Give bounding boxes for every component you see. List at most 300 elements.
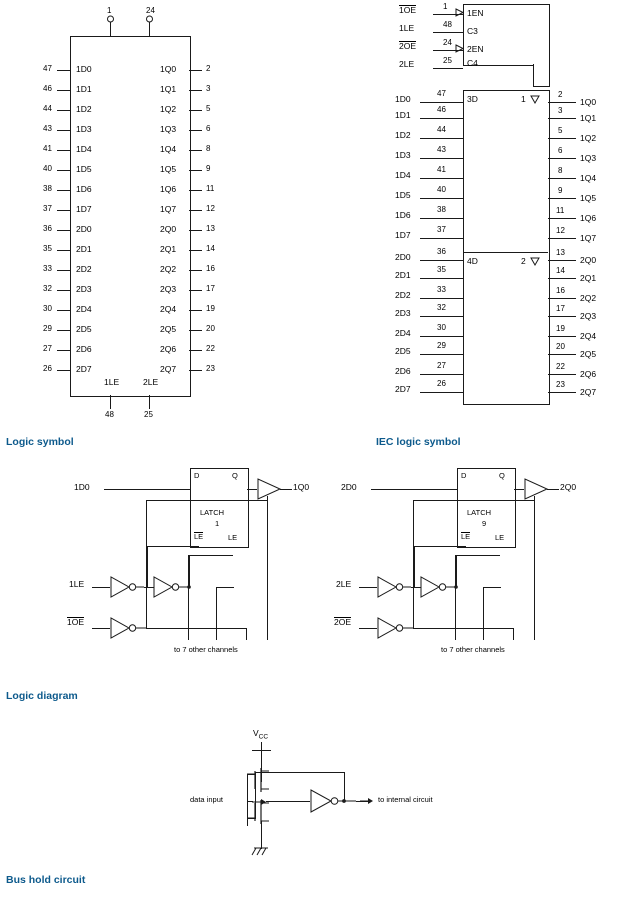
logic-symbol-left-pin: 46 (43, 84, 52, 93)
logic-diagram-left-out-wire (280, 489, 292, 490)
iec-left-name: 1D2 (395, 130, 411, 140)
latch-right-pin-d: D (461, 471, 467, 480)
iec-right-pin: 22 (556, 362, 565, 371)
logic-symbol-right-name: 1Q4 (160, 144, 177, 154)
iec-right-lead (548, 336, 576, 337)
iec-left-name: 2D2 (395, 290, 411, 300)
latch-left-pin-d: D (194, 471, 200, 480)
caption-iec-logic-symbol: IEC logic symbol (376, 436, 461, 448)
logic-symbol-right-pin: 13 (206, 224, 215, 233)
oe-inverter-right-icon (377, 617, 417, 641)
logic-diagram-left-bus-4 (267, 500, 268, 640)
iec-left-pin: 36 (437, 247, 446, 256)
logic-diagram-left-note: to 7 other channels (174, 645, 238, 654)
logic-symbol-right-lead (189, 290, 202, 291)
logic-symbol-left-pin: 29 (43, 324, 52, 333)
logic-diagram-left-le-wire (92, 587, 110, 588)
logic-symbol-left-lead (57, 90, 70, 91)
logic-symbol-top-pin-number-2: 24 (146, 6, 155, 15)
output-buffer-right-icon (523, 478, 553, 502)
iec-left-lead (420, 138, 463, 139)
logic-symbol-right-name: 1Q5 (160, 164, 177, 174)
iec-right-pin: 17 (556, 304, 565, 313)
iec-right-name: 1Q1 (580, 113, 597, 123)
logic-diagram-left-le-label: 1LE (69, 579, 85, 589)
logic-diagram-right-le-label: 2LE (336, 579, 352, 589)
iec-right-name: 2Q0 (580, 255, 597, 265)
logic-symbol-right-name: 2Q3 (160, 284, 177, 294)
iec-left-name: 1D5 (395, 190, 411, 200)
logic-symbol-left-pin: 33 (43, 264, 52, 273)
logic-symbol-left-pin: 27 (43, 344, 52, 353)
iec-left-name: 2D1 (395, 270, 411, 280)
logic-symbol-left-name: 2D4 (76, 304, 92, 314)
logic-diagram-right-output-label: 2Q0 (560, 482, 577, 492)
logic-symbol-left-lead (57, 350, 70, 351)
iec-control-signal: 1LE (399, 23, 415, 33)
iec-control-signal: 2LE (399, 59, 415, 69)
logic-symbol-right-pin: 12 (206, 204, 215, 213)
logic-symbol-left-name: 2D2 (76, 264, 92, 274)
iec-right-name: 1Q0 (580, 97, 597, 107)
logic-symbol-right-lead (189, 350, 202, 351)
logic-diagram-left-lebar-top (147, 546, 199, 547)
iec-right-pin: 3 (558, 106, 563, 115)
logic-diagram-right-le-riser (456, 555, 457, 587)
iec-left-name: 2D6 (395, 366, 411, 376)
logic-diagram-left-le-riser (189, 555, 190, 587)
logic-symbol-right-lead (189, 90, 202, 91)
iec-control-qualifier: 2EN (467, 44, 484, 54)
logic-symbol-left-lead (57, 290, 70, 291)
logic-symbol-bottom-label-1le: 1LE (104, 377, 120, 387)
logic-symbol-left-name: 1D2 (76, 104, 92, 114)
logic-symbol-right-lead (189, 130, 202, 131)
logic-symbol-left-lead (57, 310, 70, 311)
logic-diagram-right-bus-bottom (413, 628, 513, 629)
bus-hold-nmos-gate-wire (247, 818, 256, 819)
logic-diagram-left-bus-bottom (146, 628, 246, 629)
iec-left-pin: 44 (437, 125, 446, 134)
logic-symbol-right-lead (189, 150, 202, 151)
logic-symbol-left-pin: 43 (43, 124, 52, 133)
latch-right-pin-le: LE (495, 533, 505, 542)
output-buffer-left-icon (256, 478, 286, 502)
logic-symbol-left-pin: 38 (43, 184, 52, 193)
logic-symbol-left-name: 1D0 (76, 64, 92, 74)
logic-symbol-left-lead (57, 250, 70, 251)
logic-symbol-right-pin: 19 (206, 304, 215, 313)
latch-right-title: LATCH (467, 508, 492, 517)
logic-symbol-left-name: 1D6 (76, 184, 92, 194)
iec-left-pin: 30 (437, 323, 446, 332)
logic-symbol-right-pin: 9 (206, 164, 211, 173)
iec-left-name: 2D5 (395, 346, 411, 356)
logic-diagram-left-oe-wire (92, 628, 110, 629)
iec-block2-out-tag: 2 (521, 256, 526, 266)
logic-symbol-right-name: 2Q6 (160, 344, 177, 354)
logic-symbol-left-lead (57, 70, 70, 71)
iec-right-pin: 11 (556, 206, 565, 215)
logic-symbol-right-name: 2Q2 (160, 264, 177, 274)
caption-logic-diagram: Logic diagram (6, 690, 78, 702)
logic-symbol-top-pin-number-1: 1 (107, 6, 112, 15)
iec-left-lead (420, 374, 463, 375)
logic-diagram-left-data-input-label: 1D0 (74, 482, 90, 492)
iec-right-name: 1Q4 (580, 173, 597, 183)
le-inverter-left-icon-1 (110, 576, 144, 600)
logic-symbol-right-lead (189, 110, 202, 111)
logic-diagram-left-bus-3 (246, 628, 247, 640)
bus-hold-vcc-stub (261, 742, 262, 750)
iec-right-lead (548, 316, 576, 317)
bus-hold-inverter-icon (310, 789, 356, 815)
iec-right-name: 1Q6 (580, 213, 597, 223)
latch-right-pin-le-bar: LE (461, 532, 471, 541)
logic-symbol-left-pin: 30 (43, 304, 52, 313)
iec-right-lead (548, 158, 576, 159)
logic-symbol-right-lead (189, 250, 202, 251)
latch-left-pin-q: Q (232, 471, 238, 480)
iec-control-qualifier: C3 (467, 26, 478, 36)
logic-diagram-left-bus-link (216, 587, 234, 588)
iec-right-lead (548, 260, 576, 261)
logic-diagram-right-le-wire (359, 587, 377, 588)
logic-symbol-left-name: 2D1 (76, 244, 92, 254)
iec-left-name: 1D1 (395, 110, 411, 120)
logic-symbol-bottom-pin-number-2: 25 (144, 410, 153, 419)
iec-left-lead (420, 392, 463, 393)
iec-right-lead (548, 374, 576, 375)
iec-right-pin: 12 (556, 226, 565, 235)
logic-diagram-right-oe-wire (359, 628, 377, 629)
iec-right-name: 2Q1 (580, 273, 597, 283)
iec-left-name: 2D4 (395, 328, 411, 338)
iec-left-pin: 46 (437, 105, 446, 114)
logic-symbol-right-lead (189, 210, 202, 211)
logic-diagram-right-bus-2 (483, 587, 484, 640)
iec-left-lead (420, 298, 463, 299)
iec-data-block (463, 90, 550, 405)
logic-symbol-bottom-stub-2 (149, 395, 150, 409)
bus-hold-feedback-riser (344, 772, 345, 801)
iec-right-name: 2Q3 (580, 311, 597, 321)
iec-right-lead (548, 102, 576, 103)
logic-symbol-left-name: 1D7 (76, 204, 92, 214)
iec-left-name: 2D0 (395, 252, 411, 262)
iec-control-signal: 2OE (399, 41, 417, 51)
logic-symbol-right-lead (189, 230, 202, 231)
iec-right-lead (548, 218, 576, 219)
bus-hold-output-label: to internal circuit (378, 795, 433, 804)
logic-diagram-right-data-input-label: 2D0 (341, 482, 357, 492)
latch-left-number: 1 (215, 519, 220, 528)
logic-symbol-left-lead (57, 230, 70, 231)
iec-right-lead (548, 138, 576, 139)
iec-control-pin: 24 (443, 38, 452, 47)
iec-right-pin: 23 (556, 380, 565, 389)
logic-symbol-right-lead (189, 330, 202, 331)
logic-symbol-left-pin: 35 (43, 244, 52, 253)
iec-right-lead (548, 278, 576, 279)
logic-symbol-right-pin: 6 (206, 124, 211, 133)
iec-right-lead (548, 298, 576, 299)
logic-diagram-left-q-wire (247, 489, 257, 490)
iec-left-name: 1D6 (395, 210, 411, 220)
iec-block1-output-triangle-icon (530, 95, 542, 107)
logic-symbol-left-name: 2D0 (76, 224, 92, 234)
iec-left-name: 1D0 (395, 94, 411, 104)
logic-diagram-right-oe-label: 2OE (334, 617, 352, 627)
logic-symbol-right-pin: 17 (206, 284, 215, 293)
bus-hold-inv-input-wire (266, 801, 310, 802)
logic-diagram-right-q-wire (514, 489, 524, 490)
iec-right-pin: 2 (558, 90, 563, 99)
iec-left-lead (420, 278, 463, 279)
logic-diagram-left-output-label: 1Q0 (293, 482, 310, 492)
logic-symbol-right-name: 2Q7 (160, 364, 177, 374)
logic-symbol-left-pin: 36 (43, 224, 52, 233)
logic-symbol-top-bubbles (100, 14, 160, 26)
logic-symbol-right-lead (189, 170, 202, 171)
iec-control-pin: 1 (443, 2, 448, 11)
iec-left-name: 2D3 (395, 308, 411, 318)
logic-symbol-left-name: 2D7 (76, 364, 92, 374)
latch-left-pin-le: LE (228, 533, 238, 542)
logic-symbol-left-lead (57, 130, 70, 131)
logic-diagram-right-oe-top (413, 500, 534, 501)
caption-bus-hold-circuit: Bus hold circuit (6, 874, 86, 886)
logic-diagram-right-le-top (456, 555, 500, 556)
logic-diagram-left-oe-top (146, 500, 267, 501)
bus-hold-vcc-label: $V_{CC}$ (253, 728, 269, 741)
logic-symbol-right-name: 1Q2 (160, 104, 177, 114)
logic-diagram-right-bus-link (483, 587, 501, 588)
output-arrow-icon (360, 796, 374, 807)
iec-negation-triangle-icon-2 (455, 44, 465, 56)
iec-left-lead (420, 118, 463, 119)
logic-symbol-bottom-label-2le: 2LE (143, 377, 159, 387)
logic-symbol-left-pin: 47 (43, 64, 52, 73)
iec-block1-out-tag: 1 (521, 94, 526, 104)
iec-left-pin: 41 (437, 165, 446, 174)
logic-diagram-right-oe-riser (413, 500, 414, 628)
logic-symbol-left-pin: 41 (43, 144, 52, 153)
iec-block2-output-triangle-icon (530, 257, 542, 269)
logic-symbol-left-name: 2D6 (76, 344, 92, 354)
logic-symbol-left-lead (57, 270, 70, 271)
iec-left-pin: 35 (437, 265, 446, 274)
logic-symbol-right-pin: 5 (206, 104, 211, 113)
logic-symbol-right-pin: 16 (206, 264, 215, 273)
iec-left-pin: 27 (437, 361, 446, 370)
iec-control-lead (433, 68, 463, 69)
logic-diagram-right-lebar-top (414, 546, 466, 547)
logic-symbol-left-name: 1D3 (76, 124, 92, 134)
logic-diagram-right-note: to 7 other channels (441, 645, 505, 654)
iec-left-pin: 37 (437, 225, 446, 234)
bus-hold-feedback-top (255, 772, 345, 773)
logic-symbol-right-name: 2Q1 (160, 244, 177, 254)
pmos-transistor-icon (246, 766, 280, 796)
iec-right-name: 2Q6 (580, 369, 597, 379)
iec-negation-triangle-icon-1 (455, 8, 465, 20)
iec-left-name: 2D7 (395, 384, 411, 394)
iec-right-lead (548, 118, 576, 119)
logic-symbol-right-name: 1Q7 (160, 204, 177, 214)
logic-symbol-right-lead (189, 270, 202, 271)
logic-symbol-right-lead (189, 310, 202, 311)
logic-symbol-right-pin: 11 (206, 184, 215, 193)
logic-symbol-right-name: 2Q5 (160, 324, 177, 334)
logic-symbol-left-name: 1D4 (76, 144, 92, 154)
logic-symbol-right-name: 2Q4 (160, 304, 177, 314)
iec-left-pin: 29 (437, 341, 446, 350)
logic-symbol-right-pin: 14 (206, 244, 215, 253)
logic-symbol-right-lead (189, 190, 202, 191)
logic-symbol-left-name: 2D5 (76, 324, 92, 334)
iec-control-lead (433, 32, 463, 33)
iec-left-lead (420, 198, 463, 199)
logic-diagram-left-oe-label: 1OE (67, 617, 85, 627)
logic-symbol-left-lead (57, 210, 70, 211)
iec-left-name: 1D4 (395, 170, 411, 180)
iec-data-block-divider (463, 252, 548, 253)
logic-symbol-left-pin: 32 (43, 284, 52, 293)
iec-right-name: 1Q5 (580, 193, 597, 203)
logic-symbol-left-pin: 37 (43, 204, 52, 213)
iec-control-connector (533, 64, 550, 87)
bus-hold-pmos-gate-wire (247, 774, 256, 775)
iec-left-lead (420, 218, 463, 219)
iec-block2-tag: 4D (467, 256, 478, 266)
logic-symbol-right-name: 1Q1 (160, 84, 177, 94)
iec-right-name: 1Q2 (580, 133, 597, 143)
iec-left-pin: 33 (437, 285, 446, 294)
iec-right-name: 2Q5 (580, 349, 597, 359)
ground-icon (250, 846, 274, 860)
iec-left-pin: 40 (437, 185, 446, 194)
iec-control-qualifier: 1EN (467, 8, 484, 18)
iec-right-name: 2Q4 (580, 331, 597, 341)
logic-symbol-left-name: 1D5 (76, 164, 92, 174)
iec-right-pin: 9 (558, 186, 563, 195)
iec-left-lead (420, 336, 463, 337)
iec-right-pin: 14 (556, 266, 565, 275)
logic-symbol-left-lead (57, 330, 70, 331)
logic-symbol-right-lead (189, 370, 202, 371)
logic-symbol-right-pin: 8 (206, 144, 211, 153)
logic-diagram-right-out-wire (547, 489, 559, 490)
iec-right-name: 2Q2 (580, 293, 597, 303)
iec-control-qualifier: C4 (467, 58, 478, 68)
logic-diagram-left-oe-riser (146, 500, 147, 628)
logic-diagram-right-data-wire (371, 489, 457, 490)
logic-symbol-right-name: 2Q0 (160, 224, 177, 234)
iec-right-name: 1Q3 (580, 153, 597, 163)
logic-symbol-right-name: 1Q0 (160, 64, 177, 74)
logic-diagram-right-bus-3 (513, 628, 514, 640)
iec-left-lead (420, 260, 463, 261)
iec-right-pin: 5 (558, 126, 563, 135)
logic-symbol-right-name: 1Q6 (160, 184, 177, 194)
iec-right-pin: 20 (556, 342, 565, 351)
iec-left-pin: 32 (437, 303, 446, 312)
logic-symbol-right-name: 1Q3 (160, 124, 177, 134)
logic-diagram-left-lebar-riser (147, 546, 148, 587)
iec-right-pin: 16 (556, 286, 565, 295)
iec-left-pin: 38 (437, 205, 446, 214)
logic-symbol-left-lead (57, 190, 70, 191)
iec-left-name: 1D7 (395, 230, 411, 240)
le-inverter-right-icon-1 (377, 576, 411, 600)
caption-logic-symbol: Logic symbol (6, 436, 74, 448)
logic-symbol-left-pin: 44 (43, 104, 52, 113)
iec-left-pin: 43 (437, 145, 446, 154)
le-inverter-right-icon-2 (420, 576, 460, 600)
latch-left-title: LATCH (200, 508, 225, 517)
bus-hold-ground-lead (261, 821, 262, 849)
logic-diagram-right-bus-4 (534, 500, 535, 640)
iec-control-pin: 25 (443, 56, 452, 65)
iec-right-name: 2Q7 (580, 387, 597, 397)
iec-right-pin: 8 (558, 166, 563, 175)
logic-symbol-right-lead (189, 70, 202, 71)
logic-symbol-left-pin: 40 (43, 164, 52, 173)
logic-diagram-left-bus-2 (216, 587, 217, 640)
iec-right-name: 1Q7 (580, 233, 597, 243)
iec-right-pin: 19 (556, 324, 565, 333)
logic-symbol-left-name: 1D1 (76, 84, 92, 94)
logic-diagram-left-data-wire (104, 489, 190, 490)
iec-left-lead (420, 238, 463, 239)
iec-left-lead (420, 316, 463, 317)
iec-right-lead (548, 178, 576, 179)
iec-control-pin: 48 (443, 20, 452, 29)
iec-left-lead (420, 354, 463, 355)
logic-symbol-left-lead (57, 370, 70, 371)
logic-symbol-right-pin: 2 (206, 64, 211, 73)
iec-block1-tag: 3D (467, 94, 478, 104)
logic-symbol-right-pin: 3 (206, 84, 211, 93)
bus-hold-data-input-label: data input (190, 795, 223, 804)
iec-left-pin: 47 (437, 89, 446, 98)
iec-left-lead (420, 178, 463, 179)
latch-left-pin-le-bar: LE (194, 532, 204, 541)
logic-symbol-right-pin: 22 (206, 344, 215, 353)
iec-right-lead (548, 238, 576, 239)
oe-inverter-left-icon (110, 617, 150, 641)
iec-right-lead (548, 198, 576, 199)
logic-symbol-bottom-pin-number-1: 48 (105, 410, 114, 419)
iec-right-lead (548, 392, 576, 393)
logic-symbol-right-pin: 20 (206, 324, 215, 333)
logic-symbol-right-pin: 23 (206, 364, 215, 373)
logic-diagram-right-lebar-riser (414, 546, 415, 587)
bus-hold-gate-bus (255, 772, 256, 818)
logic-symbol-left-lead (57, 110, 70, 111)
iec-right-pin: 6 (558, 146, 563, 155)
iec-left-lead (420, 158, 463, 159)
logic-symbol-left-lead (57, 170, 70, 171)
latch-right-number: 9 (482, 519, 487, 528)
iec-left-name: 1D3 (395, 150, 411, 160)
iec-right-lead (548, 354, 576, 355)
iec-control-signal: 1OE (399, 5, 417, 15)
iec-left-lead (420, 102, 463, 103)
logic-symbol-bottom-stub-1 (110, 395, 111, 409)
logic-diagram-left-le-top (189, 555, 233, 556)
